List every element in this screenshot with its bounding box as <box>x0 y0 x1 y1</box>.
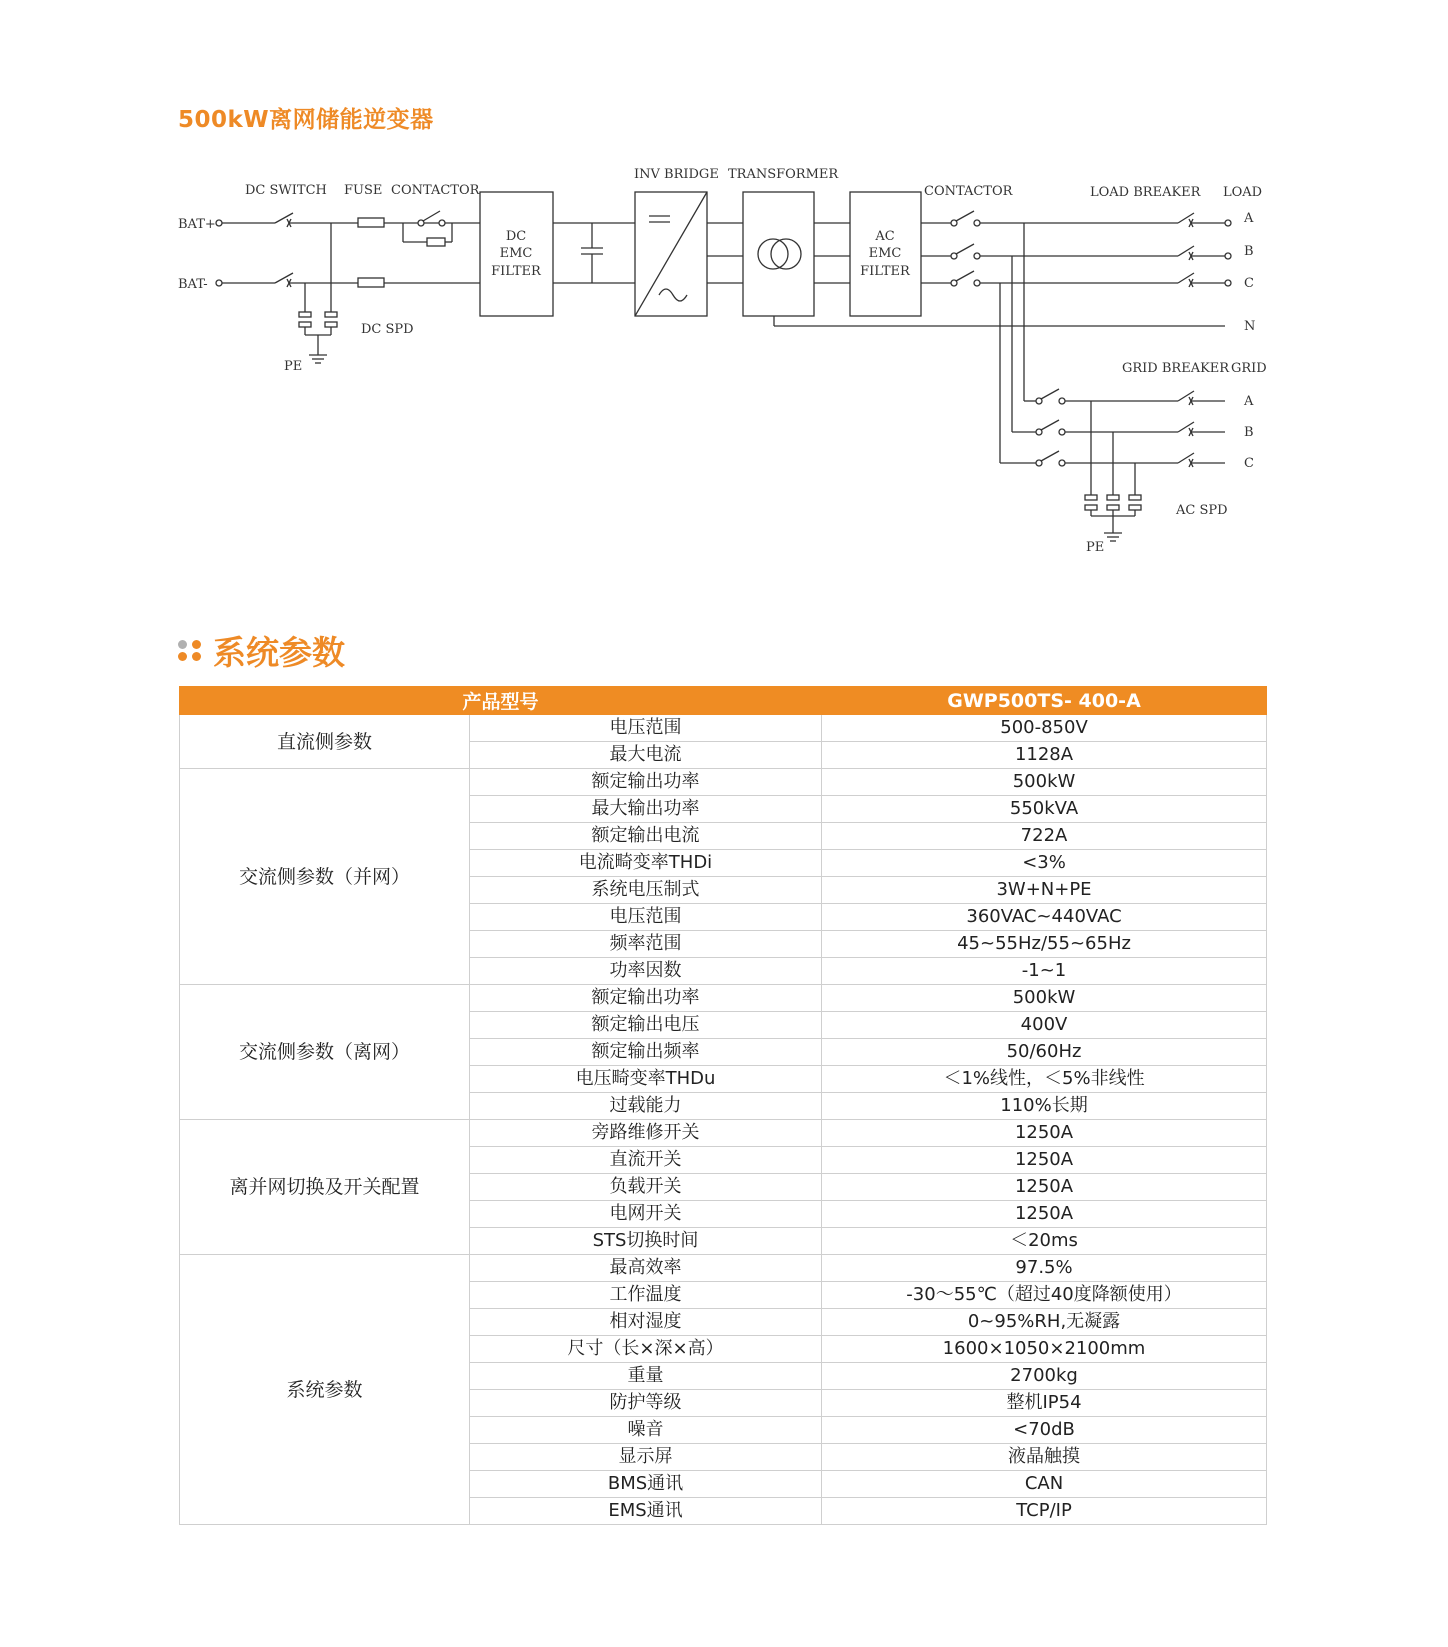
param-name: 最大输出功率 <box>470 796 822 823</box>
diagram-labels <box>178 167 1267 555</box>
table-row <box>180 769 1267 796</box>
group-label: 交流侧参数（离网） <box>180 985 470 1120</box>
label-dc-switch: DC SWITCH <box>245 183 327 198</box>
param-name: 系统电压制式 <box>470 877 822 904</box>
section-title: 系统参数 <box>213 632 345 672</box>
group-label: 交流侧参数（并网） <box>180 769 470 985</box>
param-value: 400V <box>822 1012 1267 1039</box>
header-model-value: GWP500TS- 400-A <box>822 687 1267 715</box>
param-value: 50/60Hz <box>822 1039 1267 1066</box>
param-value: CAN <box>822 1471 1267 1498</box>
label-pe-dc: PE <box>284 359 303 374</box>
param-value: 液晶触摸 <box>822 1444 1267 1471</box>
param-name: 电压畸变率THDu <box>470 1066 822 1093</box>
param-value: 45~55Hz/55~65Hz <box>822 931 1267 958</box>
param-name: 额定输出电压 <box>470 1012 822 1039</box>
param-value: 1250A <box>822 1201 1267 1228</box>
label-grid: GRID <box>1231 361 1267 376</box>
label-ac-emc-1: AC <box>875 229 895 244</box>
table-row <box>180 1255 1267 1282</box>
label-dc-spd: DC SPD <box>361 322 414 337</box>
param-name: EMS通讯 <box>470 1498 822 1525</box>
param-value: 0~95%RH,无凝露 <box>822 1309 1267 1336</box>
param-value: 3W+N+PE <box>822 877 1267 904</box>
param-name: 防护等级 <box>470 1390 822 1417</box>
label-ac-spd: AC SPD <box>1176 503 1228 518</box>
param-value: 97.5% <box>822 1255 1267 1282</box>
param-name: 尺寸（长×深×高） <box>470 1336 822 1363</box>
label-inv-bridge: INV BRIDGE <box>634 167 719 182</box>
param-value: ＜20ms <box>822 1228 1267 1255</box>
label-n: N <box>1244 319 1256 334</box>
param-name: 负载开关 <box>470 1174 822 1201</box>
label-bat-neg: BAT- <box>178 277 208 292</box>
param-name: 频率范围 <box>470 931 822 958</box>
param-name: 功率因数 <box>470 958 822 985</box>
param-name: 额定输出频率 <box>470 1039 822 1066</box>
label-load: LOAD <box>1223 185 1263 200</box>
param-value: 722A <box>822 823 1267 850</box>
param-name: 额定输出功率 <box>470 985 822 1012</box>
param-value: 整机IP54 <box>822 1390 1267 1417</box>
fuse-pos <box>358 218 384 227</box>
param-name: 旁路维修开关 <box>470 1120 822 1147</box>
param-value: 2700kg <box>822 1363 1267 1390</box>
label-dc-emc-3: FILTER <box>491 264 541 279</box>
param-name: BMS通讯 <box>470 1471 822 1498</box>
label-dc-emc-1: DC <box>505 229 527 244</box>
table-row <box>180 985 1267 1012</box>
param-name: 直流开关 <box>470 1147 822 1174</box>
table-row <box>180 1120 1267 1147</box>
param-name: 最大电流 <box>470 742 822 769</box>
bat-pos-terminal <box>216 220 222 226</box>
label-grid-a: A <box>1244 394 1254 409</box>
table-body <box>180 715 1267 1525</box>
label-load-breaker: LOAD BREAKER <box>1090 185 1201 200</box>
transformer-box <box>743 192 814 316</box>
group-label: 离并网切换及开关配置 <box>180 1120 470 1255</box>
param-value: 500kW <box>822 769 1267 796</box>
label-pe-ac: PE <box>1086 540 1105 555</box>
spec-table <box>179 686 1267 1525</box>
param-value: <70dB <box>822 1417 1267 1444</box>
label-grid-b: B <box>1244 425 1254 440</box>
label-fuse: FUSE <box>344 183 383 198</box>
section-title-block <box>178 628 345 672</box>
param-value: 1250A <box>822 1147 1267 1174</box>
label-grid-c: C <box>1244 456 1254 471</box>
label-contactor-dc: CONTACTOR <box>391 183 480 198</box>
param-name: 相对湿度 <box>470 1309 822 1336</box>
param-name: 过载能力 <box>470 1093 822 1120</box>
param-name: 工作温度 <box>470 1282 822 1309</box>
param-name: 最高效率 <box>470 1255 822 1282</box>
label-load-c: C <box>1244 276 1254 291</box>
param-value: -30～55℃（超过40度降额使用） <box>822 1282 1267 1309</box>
table-row <box>180 715 1267 742</box>
header-model-label: 产品型号 <box>180 687 822 715</box>
group-label: 系统参数 <box>180 1255 470 1525</box>
param-value: 1250A <box>822 1120 1267 1147</box>
param-name: 额定输出功率 <box>470 769 822 796</box>
label-contactor-ac: CONTACTOR <box>924 184 1013 199</box>
param-name: 电网开关 <box>470 1201 822 1228</box>
document-title: 500kW离网储能逆变器 <box>178 107 434 133</box>
label-grid-breaker: GRID BREAKER <box>1122 361 1230 376</box>
param-value: 1250A <box>822 1174 1267 1201</box>
param-value: 1128A <box>822 742 1267 769</box>
param-name: STS切换时间 <box>470 1228 822 1255</box>
label-ac-emc-2: EMC <box>868 246 902 261</box>
table-header-row <box>180 687 1267 715</box>
param-value: 500-850V <box>822 715 1267 742</box>
param-name: 额定输出电流 <box>470 823 822 850</box>
param-value: 110%长期 <box>822 1093 1267 1120</box>
label-bat-pos: BAT+ <box>178 217 216 232</box>
label-transformer: TRANSFORMER <box>728 167 839 182</box>
param-value: 1600×1050×2100mm <box>822 1336 1267 1363</box>
param-value: <3% <box>822 850 1267 877</box>
group-label: 直流侧参数 <box>180 715 470 769</box>
circuit-diagram <box>0 150 1448 570</box>
param-value: 550kVA <box>822 796 1267 823</box>
param-value: 500kW <box>822 985 1267 1012</box>
bullet-dots-icon <box>178 640 203 661</box>
param-value: ＜1%线性，＜5%非线性 <box>822 1066 1267 1093</box>
label-load-a: A <box>1244 211 1254 226</box>
param-value: TCP/IP <box>822 1498 1267 1525</box>
label-dc-emc-2: EMC <box>499 246 533 261</box>
param-name: 重量 <box>470 1363 822 1390</box>
param-value: -1~1 <box>822 958 1267 985</box>
fuse-neg <box>358 278 384 287</box>
precharge-resistor <box>427 238 445 246</box>
param-value: 360VAC~440VAC <box>822 904 1267 931</box>
param-name: 电压范围 <box>470 904 822 931</box>
param-name: 电流畸变率THDi <box>470 850 822 877</box>
param-name: 噪音 <box>470 1417 822 1444</box>
label-load-b: B <box>1244 244 1254 259</box>
bat-neg-terminal <box>216 280 222 286</box>
label-ac-emc-3: FILTER <box>860 264 910 279</box>
param-name: 显示屏 <box>470 1444 822 1471</box>
param-name: 电压范围 <box>470 715 822 742</box>
